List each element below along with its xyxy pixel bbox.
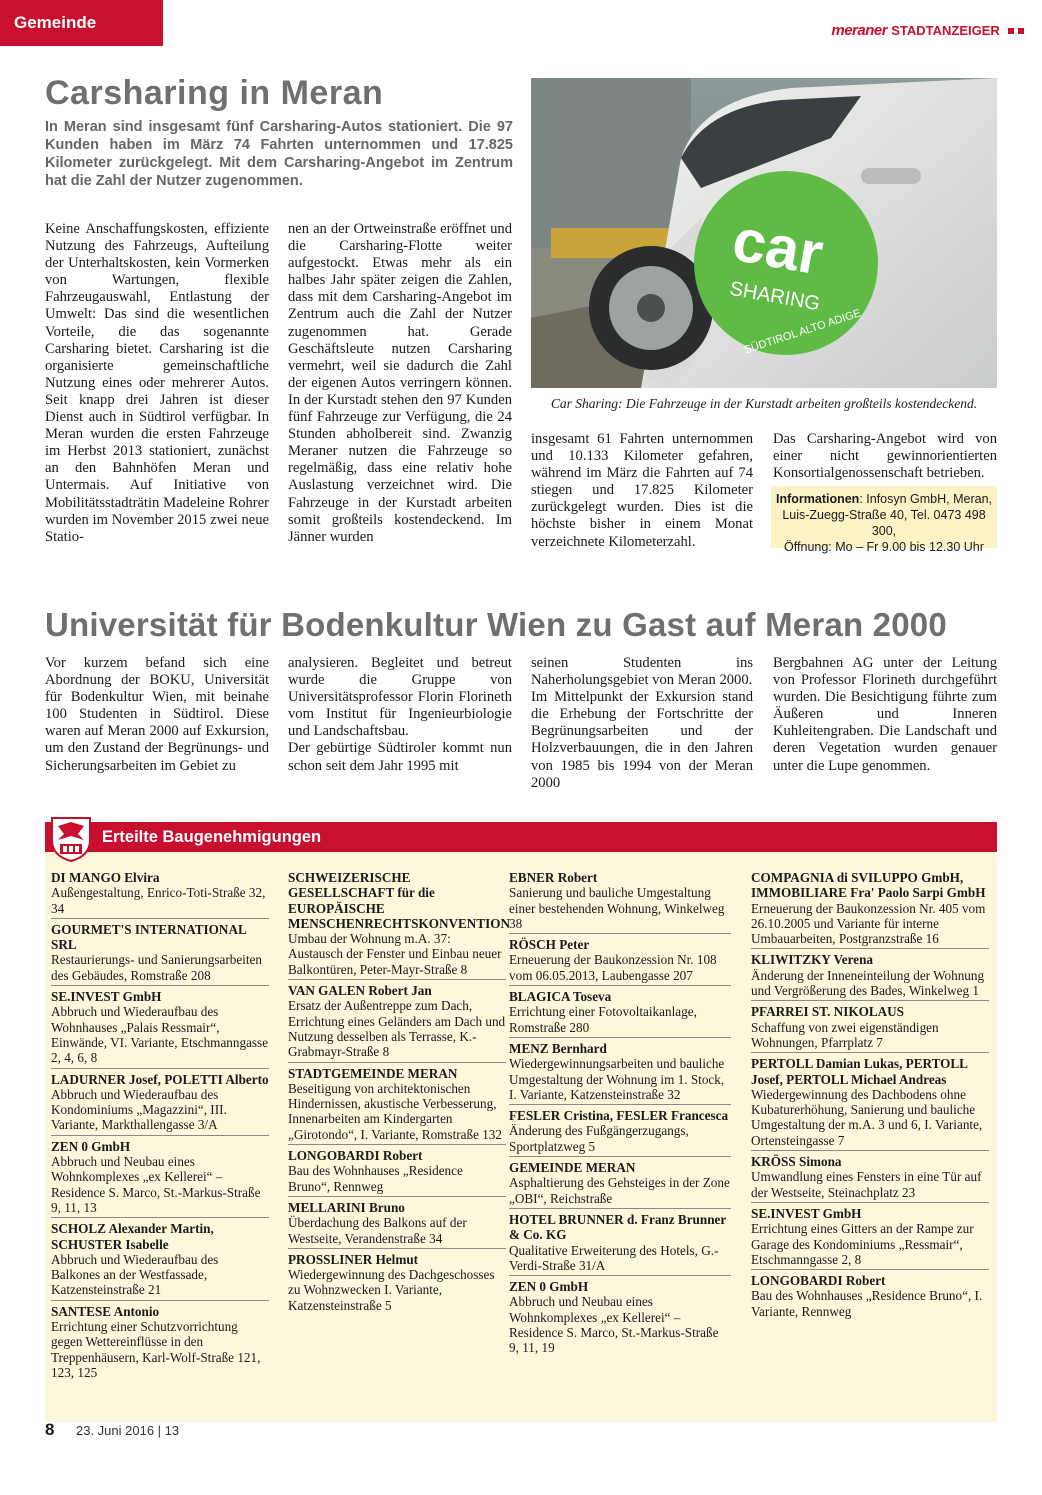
- permit-entry: [751, 1273, 989, 1321]
- permit-description: Abbruch und Neubau eines Wohnkomplexes „ex Kellerei“ – Residence S. Marco, St.-Markus-Straße 9, 11, 19: [509, 1294, 719, 1356]
- article2-column-1: Vor kurzem befand sich eine Abordnung der BOKU, Universität für Bodenkultur Wien, mit beinahe 100 Studenten in Südtirol. Diese waren auf Meran 2000 auf Exkursion, um den Zustand der Begrünungs- und Sicherungsarbeiten im Gebiet zu: [45, 655, 269, 774]
- permit-entry: [51, 1221, 269, 1300]
- permit-holder: STADTGEMEINDE MERAN: [288, 1065, 458, 1081]
- permit-description: Überdachung des Balkons auf der Westseite, Verandenstraße 34: [288, 1215, 467, 1246]
- permit-description: Wiedergewinnungsarbeiten und bauliche Umgestaltung der Wohnung im 1. Stock, I. Variante, Katzensteinstraße 32: [509, 1056, 725, 1102]
- permit-entry: [51, 1304, 269, 1382]
- permit-holder: VAN GALEN Robert Jan: [288, 983, 432, 999]
- info-line-2: Luis-Zuegg-Straße 40, Tel. 0473 498 300,: [782, 508, 986, 538]
- permit-description: Asphaltierung des Gehsteiges in der Zone „OBI“, Reichstraße: [509, 1175, 730, 1206]
- permit-holder: GEMEINDE MERAN: [509, 1160, 636, 1176]
- permit-description: Restaurierungs- und Sanierungsarbeiten des Gebäudes, Romstraße 208: [51, 952, 262, 983]
- car-illustration: [531, 78, 997, 388]
- permit-holder: RÖSCH Peter: [509, 937, 590, 953]
- permit-description: Umwandlung eines Fensters in eine Tür auf der Westseite, Steinachplatz 23: [751, 1169, 982, 1200]
- permits-title: Erteilte Baugenehmigungen: [102, 828, 322, 846]
- article2-column-2-para-2: Der gebürtige Südtiroler kommt nun schon seit dem Jahr 1995 mit: [288, 740, 512, 774]
- permit-holder: LONGOBARDI Robert: [288, 1148, 423, 1164]
- permit-entry: [288, 1148, 506, 1197]
- permit-holder: LONGOBARDI Robert: [751, 1273, 886, 1289]
- permit-entry: [509, 937, 731, 986]
- permit-description: Änderung des Fußgängerzugangs, Sportplatzweg 5: [509, 1123, 689, 1154]
- info-line-3: Öffnung: Mo – Fr 9.00 bis 12.30 Uhr: [784, 540, 984, 554]
- article2-column-2-para-1: analysieren. Begleitet und betreut wurde die Gruppe von Universitätsprofessor Florin Florineth vom Institut für Ingenieurbiologie und Landschaftsbau.: [288, 655, 512, 740]
- permit-description: Beseitigung von architektonischen Hindernissen, akustische Verbesserung, Innenarbeiten am Kindergarten „Girotondo“, I. Variante, Romstraße 132: [288, 1080, 502, 1142]
- permit-entry: [288, 1200, 506, 1249]
- article-lead: In Meran sind insgesamt fünf Carsharing-Autos stationiert. Die 97 Kunden haben im März 74 Fahrten unternommen und 17.825 Kilometer zurückgelegt. Mit dem Carsharing-Angebot im Zentrum hat die Zahl der Nutzer zugenommen.: [45, 119, 513, 189]
- article1-column-1: Keine Anschaffungskosten, effiziente Nutzung des Fahrzeugs, Aufteilung der Unterhaltskosten, kein Vormerken von Wartungen, flexible Fahrzeugauswahl, Entlastung der Umwelt: Das sind die wesentlichen Vorteile, die das sogenannte Carsharing bietet. Carsharing ist die organisierte gemeinschaftliche Nutzung eines oder mehrerer Autos. Seit knapp drei Jahren ist dieser Dienst auch in Südtirol verfügbar. In Meran wurden die ersten Fahrzeuge im Herbst 2013 stationiert, zunächst an den Bahnhöfen Meran und Untermais. Auf Initiative von Mobilitätsstadträtin Madeleine Rohrer wurden im November 2015 zwei neue Statio-: [45, 221, 269, 545]
- permit-entry: [288, 983, 506, 1062]
- permits-column-3: [509, 870, 731, 1361]
- permit-holder: LADURNER Josef, POLETTI Alberto: [51, 1071, 269, 1087]
- permits-column-1: [51, 870, 269, 1385]
- brand-stadtanzeiger: STADTANZEIGER: [891, 23, 1000, 38]
- brand-square-icon: [1018, 28, 1024, 34]
- permit-description: Wiedergewinnung des Dachgeschosses zu Wohnzwecken I. Variante, Katzensteinstraße 5: [288, 1267, 495, 1313]
- sticker-sharing-text: SHARING: [728, 277, 822, 316]
- article-title-carsharing: Carsharing in Meran: [45, 74, 384, 112]
- brand-meraner: meraner: [831, 22, 888, 39]
- permit-entry: [751, 1206, 989, 1270]
- info-label: Informationen: [775, 492, 860, 506]
- permit-holder: SANTESE Antonio: [51, 1303, 160, 1319]
- article2-column-4: Bergbahnen AG unter der Leitung von Professor Florineth durchgeführt wurden. Die Besichtigung führte zum Äußeren und Inneren Kuhleitengraben. Die Landschaft und deren Vegetation wurden genauer unter die Lupe genommen.: [773, 655, 997, 774]
- permit-holder: ZEN 0 GmbH: [51, 1138, 131, 1154]
- permit-description: Bau des Wohnhauses „Residence Bruno“, I. Variante, Rennweg: [751, 1288, 983, 1319]
- permit-description: Ersatz der Außentreppe zum Dach, Errichtung eines Geländers am Dach und Nutzung desselben als Terrasse, K.-Grabmayr-Straße 8: [288, 998, 506, 1060]
- coat-of-arms-icon: [48, 814, 94, 862]
- permit-description: Außengestaltung, Enrico-Toti-Straße 32, 34: [51, 885, 266, 916]
- permit-description: Wiedergewinnung des Dachbodens ohne Kubaturerhöhung, Sanierung und bauliche Umgestaltung der m.A. 3 und 6, I. Variante, Ortensteingasse 7: [751, 1086, 983, 1148]
- permit-entry: [509, 1279, 731, 1357]
- permit-entry: [509, 870, 731, 934]
- permit-entry: [509, 1212, 731, 1276]
- article1-column-4: Das Carsharing-Angebot wird von einer nicht gewinnorientierten Konsortialgenossenschaft betrieben.: [773, 431, 997, 482]
- info-text-1: : Infosyn GmbH, Meran,: [859, 492, 993, 506]
- permit-holder: MENZ Bernhard: [509, 1040, 607, 1056]
- permit-entry: [751, 1154, 989, 1203]
- article-title-boku: Universität für Bodenkultur Wien zu Gast auf Meran 2000: [45, 606, 947, 643]
- permit-holder: SCHOLZ Alexander Martin, SCHUSTER Isabelle: [51, 1221, 214, 1252]
- permit-entry: [51, 1139, 269, 1218]
- permit-holder: BLAGICA Toseva: [509, 989, 612, 1005]
- article2-column-3-para-1: seinen Studenten ins Naherholungsgebiet von Meran 2000.: [531, 655, 753, 689]
- permit-holder: HOTEL BRUNNER d. Franz Brunner & Co. KG: [509, 1211, 727, 1243]
- info-box: [771, 486, 997, 554]
- sticker-car-text: car: [727, 205, 829, 288]
- publication-brand: [831, 22, 1024, 39]
- permit-entry: [51, 870, 269, 919]
- permit-description: Errichtung einer Schutzvorrichtung gegen Wettereinflüsse in den Treppenhäusern, Karl-Wolf-Straße 121, 123, 125: [51, 1319, 261, 1380]
- brand-square-icon: [1008, 28, 1014, 34]
- permits-column-4: [751, 870, 989, 1324]
- permit-entry: [751, 1004, 989, 1053]
- permit-holder: SE.INVEST GmbH: [51, 989, 162, 1005]
- permit-holder: ZEN 0 GmbH: [509, 1279, 589, 1295]
- permit-entry: [509, 1160, 731, 1209]
- permit-description: Abbruch und Neubau eines Wohnkomplexes „ex Kellerei“ – Residence S. Marco, St.-Markus-Straße 9, 11, 13: [51, 1154, 261, 1215]
- article1-column-2: nen an der Ortweinstraße eröffnet und die Carsharing-Flotte weiter aufgestockt. Etwas mehr als ein halbes Jahr später zeigen die Zahlen, dass mit dem Carsharing-Angebot im Zentrum auch die Zahl der Nutzer zugenommen hat. Gerade Geschäftsleute nutzen Carsharing vermehrt, weil sie dadurch die Zahl der eigenen Autos verringern können. In der Kurstadt stehen den 97 Kunden fünf Fahrzeuge zur Verfügung, die 24 Stunden abholbereit sind. Zwanzig Meraner nutzen die Fahrzeuge so regelmäßig, dass eine relativ hohe Auslastung verzeichnet wird. Die Fahrzeuge in der Kurstadt arbeiten somit großteils kostendeckend. Im Jänner wurden: [288, 221, 512, 545]
- permit-description: Sanierung und bauliche Umgestaltung einer bestehenden Wohnung, Winkelweg 38: [509, 885, 725, 931]
- permits-column-2: [288, 870, 511, 1318]
- permit-entry: [509, 989, 731, 1038]
- photo-caption: Car Sharing: Die Fahrzeuge in der Kurstadt arbeiten großteils kostendeckend.: [550, 396, 978, 411]
- carsharing-photo: [531, 78, 997, 388]
- permit-holder: PERTOLL Damian Lukas, PERTOLL Josef, PERTOLL Michael Andreas: [751, 1056, 968, 1087]
- page-number: 8: [45, 1420, 55, 1439]
- article2-column-2: [288, 655, 512, 775]
- article2-column-3: [531, 655, 753, 792]
- permit-entry: [751, 952, 989, 1001]
- permit-description: Errichtung eines Gitters an der Rampe zur Garage des Kondominiums „Ressmair“, Etschmanngasse 2, 8: [751, 1221, 974, 1267]
- article1-column-3: insgesamt 61 Fahrten unternommen und 10.133 Kilometer gefahren, während im März die Fahrten auf 74 stiegen und 17.825 Kilometer zurückgelegt wurden. Dies ist die höchste bisher in einem Monat verzeichnete Kilometerzahl.: [531, 431, 753, 550]
- permit-description: Änderung der Inneneinteilung der Wohnung und Vergrößerung des Bades, Winkelweg 1: [751, 967, 985, 999]
- permit-entry: [288, 1066, 506, 1145]
- permit-entry: [51, 922, 269, 986]
- permit-holder: SCHWEIZERISCHE GESELLSCHAFT für die EUROPÄISCHE MENSCHENRECHTSKONVENTION: [288, 870, 511, 931]
- permit-holder: PFARREI ST. NIKOLAUS: [751, 1004, 905, 1020]
- permit-holder: SE.INVEST GmbH: [751, 1205, 862, 1221]
- permit-entry: [509, 1041, 731, 1105]
- permit-description: Bau des Wohnhauses „Residence Bruno“, Rennweg: [288, 1163, 463, 1194]
- permit-entry: [288, 870, 511, 980]
- permit-entry: [509, 1108, 731, 1157]
- permit-holder: KLIWITZKY Verena: [751, 952, 874, 968]
- info-line-1: [771, 491, 997, 507]
- permit-holder: FESLER Cristina, FESLER Francesca: [509, 1108, 729, 1124]
- article2-column-3-para-2: Im Mittelpunkt der Exkursion stand die Erhebung der Fortschritte der Begrünungsarbeiten und der Holzverbauungen, die in den Jahren von 1985 bis 1994 von der Meran 2000: [531, 689, 753, 791]
- permit-entry: [51, 989, 269, 1068]
- permit-holder: GOURMET'S INTERNATIONAL SRL: [51, 921, 247, 953]
- permit-description: Umbau der Wohnung m.A. 37: Austausch der Fenster und Einbau neuer Balkontüren, Peter-Mayr-Straße 8: [288, 931, 502, 977]
- permit-entry: [751, 870, 989, 949]
- section-tag: Gemeinde: [0, 0, 163, 46]
- permit-description: Erneuerung der Baukonzession Nr. 405 vom 26.10.2005 und Variante für interne Umbauarbeiten, Postgranzstraße 16: [751, 900, 986, 947]
- permit-holder: PROSSLINER Helmut: [288, 1251, 419, 1267]
- permit-description: Erneuerung der Baukonzession Nr. 108 vom 06.05.2013, Laubengasse 207: [509, 952, 717, 983]
- permit-holder: MELLARINI Bruno: [288, 1199, 405, 1215]
- permit-entry: [51, 1072, 269, 1136]
- sticker-region-text: SÜDTIROL ALTO ADIGE: [742, 307, 863, 357]
- permit-entry: [288, 1252, 506, 1315]
- permit-description: Schaffung von zwei eigenständigen Wohnungen, Pfarrplatz 7: [751, 1019, 939, 1050]
- permit-description: Abbruch und Wiederaufbau des Wohnhauses „Palais Ressmair“, Einwände, VI. Variante, Etschmanngasse 2, 4, 6, 8: [51, 1004, 269, 1066]
- issue-date: 23. Juni 2016 | 13: [76, 1423, 180, 1438]
- permit-description: Abbruch und Wiederaufbau des Kondominiums „Magazzini“, III. Variante, Markthallengasse 3/A: [51, 1086, 227, 1133]
- permit-holder: KRÖSS Simona: [751, 1154, 842, 1170]
- permit-holder: DI MANGO Elvira: [51, 870, 160, 885]
- permit-description: Qualitative Erweiterung des Hotels, G.-Verdi-Straße 31/A: [509, 1242, 719, 1273]
- permit-holder: COMPAGNIA di SVILUPPO GmbH, IMMOBILIARE Fra' Paolo Sarpi GmbH: [751, 870, 986, 901]
- permit-entry: [751, 1056, 989, 1151]
- permit-holder: EBNER Robert: [509, 870, 598, 885]
- permit-description: Abbruch und Wiederaufbau des Balkones an der Westfassade, Katzensteinstraße 21: [51, 1251, 219, 1298]
- permit-description: Errichtung einer Fotovoltaikanlage, Romstraße 280: [509, 1004, 697, 1035]
